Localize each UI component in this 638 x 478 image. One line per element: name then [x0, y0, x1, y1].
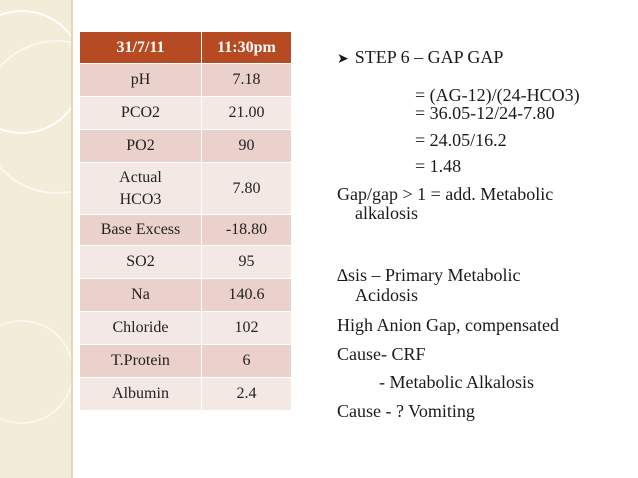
row-value: -18.80	[201, 215, 291, 246]
table-row	[80, 163, 292, 215]
decorative-ring	[0, 40, 73, 194]
table-row	[80, 279, 292, 312]
cause-line: - Metabolic Alkalosis	[379, 372, 534, 392]
row-label: SO2	[80, 246, 202, 279]
row-label: Albumin	[80, 378, 202, 411]
step-title: STEP 6 – GAP GAP	[354, 47, 504, 67]
row-label: pH	[80, 64, 202, 97]
diagnosis-line: ∆sis – Primary Metabolic	[337, 265, 521, 285]
cause-line: Cause- CRF	[337, 344, 426, 364]
row-value: 2.4	[201, 378, 291, 411]
equation-line: = (AG-12)/(24-HCO3)	[415, 85, 580, 105]
row-label: Chloride	[80, 312, 202, 345]
row-label: Base Excess	[80, 215, 202, 246]
row-value: 21.00	[201, 97, 291, 130]
decorative-left-band	[0, 0, 73, 478]
row-label	[80, 163, 202, 215]
row-label: Na	[80, 279, 202, 312]
gap-conclusion: Gap/gap > 1 = add. Metabolic	[337, 184, 554, 204]
table-row	[80, 130, 292, 163]
equation-line: = 24.05/16.2	[415, 130, 507, 150]
decorative-ring	[0, 320, 73, 424]
table-row	[80, 64, 292, 97]
header-date: 31/7/11	[80, 32, 202, 64]
row-label: T.Protein	[80, 345, 202, 378]
equation-line: = 36.05-12/24-7.80	[415, 103, 555, 123]
lab-results-table	[79, 31, 292, 411]
row-label: PCO2	[80, 97, 202, 130]
table-row	[80, 378, 292, 411]
row-value: 95	[201, 246, 291, 279]
row-value: 7.80	[201, 163, 291, 215]
equation-line: = 1.48	[415, 156, 462, 176]
row-label: PO2	[80, 130, 202, 163]
diagnosis-cont: Acidosis	[355, 285, 418, 305]
table-row	[80, 97, 292, 130]
row-value: 90	[201, 130, 291, 163]
row-value: 140.6	[201, 279, 291, 312]
table-header-row	[80, 32, 292, 64]
table-row	[80, 345, 292, 378]
gap-conclusion-cont: alkalosis	[355, 203, 418, 223]
row-value: 102	[201, 312, 291, 345]
table-row	[80, 312, 292, 345]
step-heading	[337, 46, 503, 71]
row-value: 7.18	[201, 64, 291, 97]
header-time: 11:30pm	[201, 32, 291, 64]
cause-line: Cause - ? Vomiting	[337, 401, 475, 421]
table-row	[80, 246, 292, 279]
anion-gap-line: High Anion Gap, compensated	[337, 315, 559, 335]
row-value: 6	[201, 345, 291, 378]
table-row	[80, 215, 292, 246]
arrow-bullet-icon: ➤	[337, 52, 349, 67]
row-label-text: Actual HCO3	[119, 168, 162, 208]
